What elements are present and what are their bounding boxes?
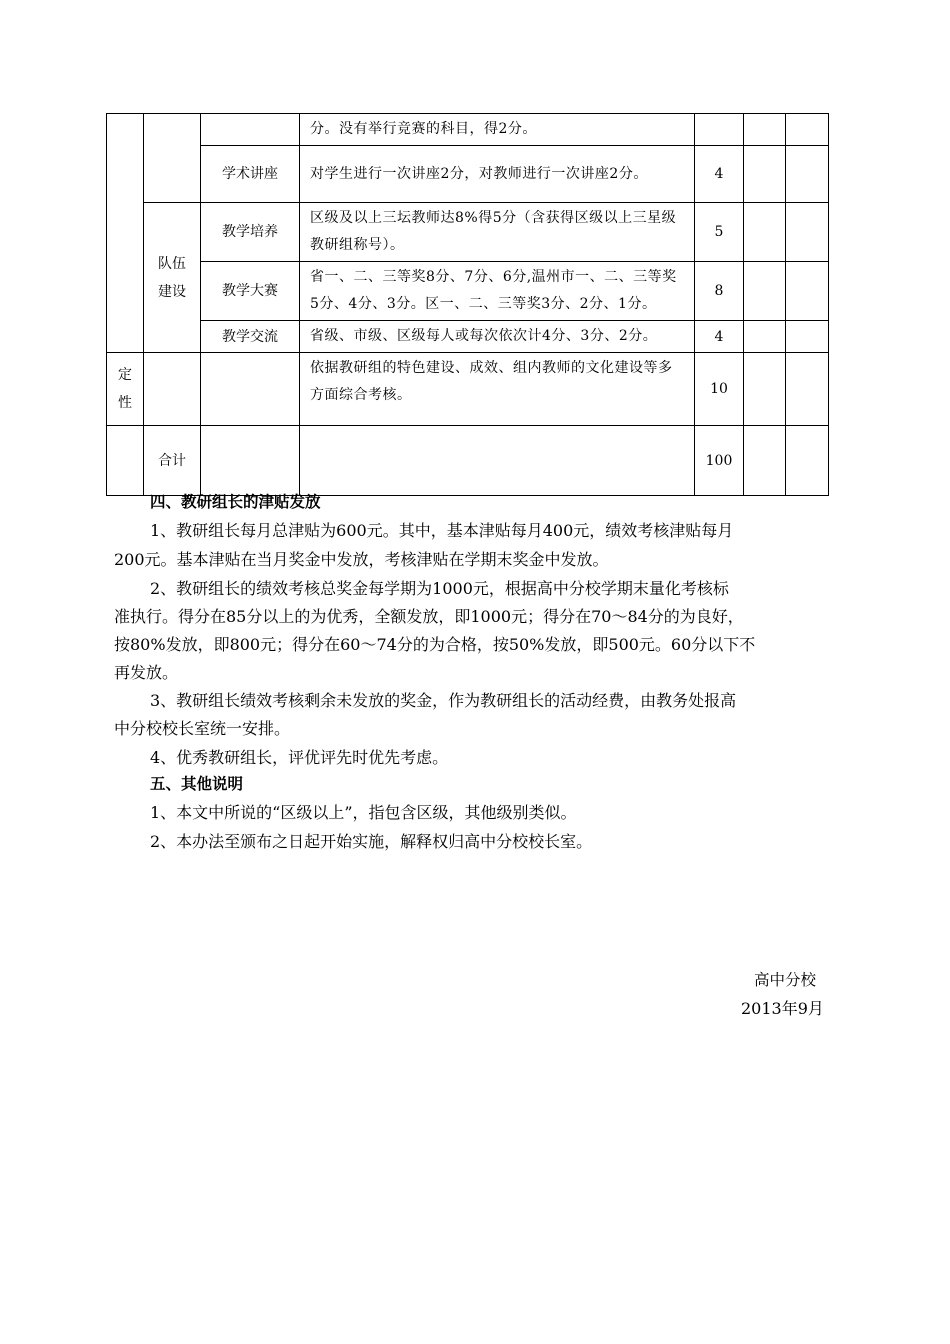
s4-p3-line1: 3、教研组长绩效考核剩余未发放的奖金，作为教研组长的活动经费，由教务处报高 [150,691,737,710]
s4-p1-line2: 200元。基本津贴在当月奖金中发放，考核津贴在学期末奖金中发放。 [114,550,609,569]
signature-org: 高中分校 [754,971,817,989]
table-row [107,146,829,203]
blank-cell [786,353,829,426]
table-row [107,114,829,146]
s4-p1-line1: 1、教研组长每月总津贴为600元。其中，基本津贴每月400元，绩效考核津贴每月 [150,521,734,540]
type-cell-empty [107,114,144,353]
s4-p2-line4: 再发放。 [114,663,179,682]
desc-cell: 区级及以上三坛教师达8%得5分（含获得区级以上三星级教研组称号）。 [300,203,695,262]
blank-cell [744,426,786,496]
item-cell: 学术讲座 [201,146,300,203]
score-cell: 5 [695,203,744,262]
desc-cell: 省一、二、三等奖8分、7分、6分,温州市一、二、三等奖5分、4分、3分。区一、二、三等奖3分、2分、1分。 [300,262,695,321]
blank-cell [786,203,829,262]
section-5-heading: 五、其他说明 [150,775,244,793]
category-cell: 合计 [144,426,201,496]
table-row [107,353,829,426]
blank-cell [744,114,786,146]
blank-cell [786,321,829,353]
blank-cell [786,262,829,321]
item-cell-empty [201,114,300,146]
s4-p2-line1: 2、教研组长的绩效考核总奖金每学期为1000元，根据高中分校学期末量化考核标 [150,579,729,598]
s5-p1: 1、本文中所说的“区级以上”，指包含区级，其他级别类似。 [150,803,577,822]
blank-cell [744,146,786,203]
s5-p2: 2、本办法至颁布之日起开始实施，解释权归高中分校校长室。 [150,832,593,851]
score-cell: 4 [695,146,744,203]
table-row [107,321,829,353]
blank-cell [744,262,786,321]
item-cell: 教学大赛 [201,262,300,321]
score-cell: 4 [695,321,744,353]
assessment-table [106,113,829,496]
blank-cell [744,321,786,353]
s4-p2-line3: 按80%发放，即800元；得分在60～74分的为合格，按50%发放，即500元。60分以下不 [114,635,756,654]
type-cell: 定性 [107,353,144,426]
score-cell [695,114,744,146]
s4-p2-line2: 准执行。得分在85分以上的为优秀，全额发放，即1000元；得分在70～84分的为良好， [114,607,744,626]
section-4-heading: 四、教研组长的津贴发放 [150,493,321,511]
score-cell: 10 [695,353,744,426]
s4-p4: 4、优秀教研组长，评优评先时优先考虑。 [150,748,449,767]
category-cell: 队伍建设 [144,203,201,353]
table-row [107,262,829,321]
desc-cell: 省级、市级、区级每人或每次依次计4分、3分、2分。 [300,321,695,353]
category-cell-empty [144,353,201,426]
desc-cell: 对学生进行一次讲座2分，对教师进行一次讲座2分。 [300,146,695,203]
item-cell: 教学培养 [201,203,300,262]
table-row [107,203,829,262]
type-cell-empty [107,426,144,496]
blank-cell [786,146,829,203]
item-cell: 教学交流 [201,321,300,353]
blank-cell [744,353,786,426]
desc-cell-empty [300,426,695,496]
score-cell: 100 [695,426,744,496]
category-cell-empty [144,114,201,203]
desc-cell: 分。没有举行竞赛的科目，得2分。 [300,114,695,146]
table-row [107,426,829,496]
score-cell: 8 [695,262,744,321]
item-cell-empty [201,353,300,426]
s4-p3-line2: 中分校校长室统一安排。 [114,719,291,738]
signature-date: 2013年9月 [741,999,824,1018]
item-cell-empty [201,426,300,496]
desc-cell: 依据教研组的特色建设、成效、组内教师的文化建设等多方面综合考核。 [300,353,695,426]
blank-cell [744,203,786,262]
blank-cell [786,426,829,496]
blank-cell [786,114,829,146]
